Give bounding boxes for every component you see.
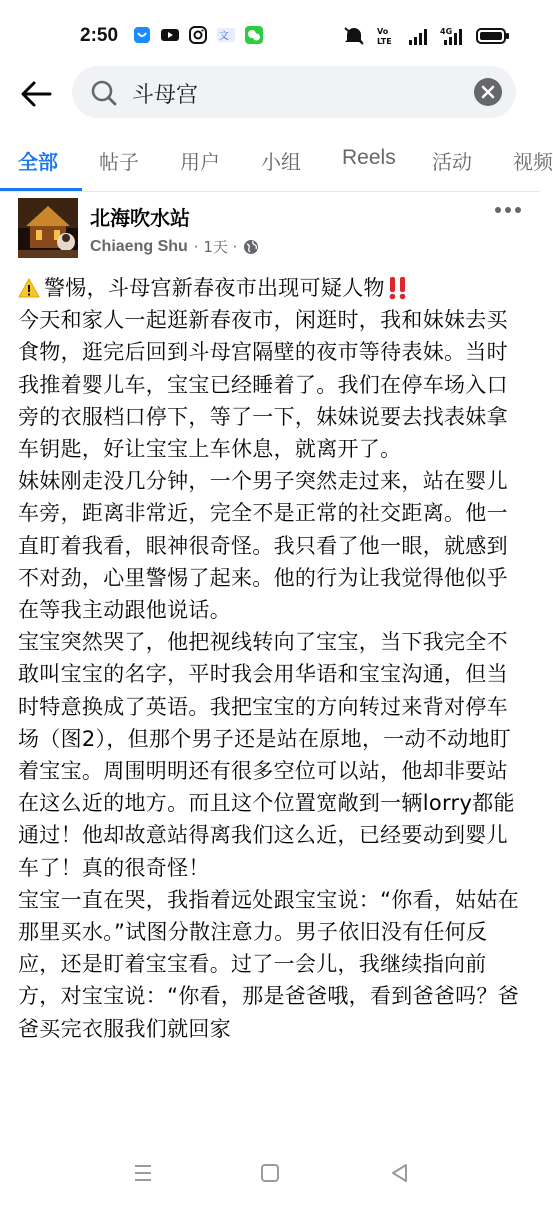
search-header bbox=[0, 66, 540, 122]
post-paragraph: 今天和家人一起逛新春夜市，闲逛时，我和妹妹去买食物，逛完后回到斗母宫隔壁的夜市等待表妹。当时我推着婴儿车，宝宝已经睡着了。我们在停车场入口旁的衣服档口停下，等了一下，妹妹说要去找表妹拿车钥匙，好让宝宝上车休息，就离开了。 bbox=[18, 308, 508, 462]
search-icon bbox=[90, 79, 118, 107]
tab-reels[interactable]: Reels bbox=[342, 146, 396, 169]
tab-posts[interactable]: 帖子 bbox=[99, 150, 139, 174]
search-input[interactable] bbox=[72, 66, 516, 118]
4g-signal-icon bbox=[440, 26, 466, 46]
globe-icon bbox=[243, 239, 259, 255]
author-name[interactable]: Chiaeng Shu bbox=[90, 237, 188, 255]
svg-text:LTE: LTE bbox=[377, 37, 392, 46]
group-name[interactable]: 北海吹水站 bbox=[90, 206, 190, 230]
svg-text:文: 文 bbox=[219, 31, 229, 42]
post-time[interactable]: · 1天 · bbox=[193, 238, 238, 256]
status-time: 2:50 bbox=[80, 25, 119, 46]
post-paragraph: 妹妹刚走没几分钟，一个男子突然走过来，站在婴儿车旁，距离非常近，完全不是正常的社交距离。他一直盯着我看，眼神很奇怪。我只看了他一眼，就感到不对劲，心里警惕了起来。他的行为让我觉得他似乎在等我主动跟他说话。 bbox=[18, 469, 508, 623]
post-paragraph: 宝宝一直在哭，我指着远处跟宝宝说：“你看，姑姑在那里买水。”试图分散注意力。男子依旧没有任何反应，还是盯着宝宝看。过了一会儿，我继续指向前方，对宝宝说：“你看，那是爸爸哦，看到爸爸吗？爸爸买完衣服我们就回家 bbox=[18, 887, 520, 1041]
status-bar bbox=[0, 0, 540, 72]
post-title: 警惕，斗母宫新春夜市出现可疑人物 bbox=[44, 276, 385, 300]
tab-events[interactable]: 活动 bbox=[432, 150, 472, 174]
notification-icons bbox=[132, 25, 264, 45]
post-header bbox=[0, 196, 540, 264]
youtube-icon bbox=[160, 25, 180, 45]
search-query[interactable]: 斗母宫 bbox=[132, 83, 199, 108]
more-options-icon[interactable] bbox=[492, 200, 524, 220]
svg-text:4G: 4G bbox=[440, 27, 453, 36]
search-filter-tabs bbox=[0, 134, 553, 192]
battery-icon bbox=[476, 26, 510, 46]
signal-icon bbox=[408, 26, 430, 46]
clear-search-button[interactable] bbox=[474, 78, 502, 106]
menu-icon[interactable] bbox=[131, 1162, 155, 1184]
tab-all[interactable]: 全部 bbox=[18, 150, 58, 174]
post-meta bbox=[90, 236, 259, 257]
group-avatar[interactable] bbox=[18, 198, 78, 258]
back-triangle-icon[interactable] bbox=[388, 1162, 412, 1184]
post-paragraph: 宝宝突然哭了，他把视线转向了宝宝，当下我完全不敢叫宝宝的名字，平时我会用华语和宝宝沟通，但当时特意换成了英语。我把宝宝的方向转过来背对停车场（图2），但那个男子还是站在原地，一动不动地盯着宝宝。周围明明还有很多空位可以站，他却非要站在这么近的地方。而且这个位置宽敞到一辆lorry都能通过！他却故意站得离我们这么近，已经要动到婴儿车了！真的很奇怪！ bbox=[18, 630, 515, 880]
translate-icon bbox=[216, 25, 236, 45]
double-exclamation-icon bbox=[387, 275, 409, 301]
instagram-icon bbox=[188, 25, 208, 45]
bluesky-icon bbox=[132, 25, 152, 45]
home-icon[interactable] bbox=[258, 1162, 282, 1184]
tab-videos[interactable]: 视频 bbox=[513, 150, 553, 174]
system-icons bbox=[342, 26, 510, 46]
tab-users[interactable]: 用户 bbox=[180, 150, 220, 174]
mute-icon bbox=[342, 26, 366, 46]
active-tab-indicator bbox=[0, 188, 82, 191]
group-avatar-image bbox=[18, 198, 78, 258]
post-title-line bbox=[18, 272, 524, 304]
wechat-icon bbox=[244, 25, 264, 45]
back-arrow-icon[interactable] bbox=[16, 74, 56, 114]
volte-icon bbox=[376, 26, 398, 46]
tab-groups[interactable]: 小组 bbox=[261, 150, 301, 174]
warning-icon bbox=[18, 277, 40, 299]
close-icon bbox=[474, 78, 502, 106]
system-nav-bar bbox=[0, 1140, 540, 1206]
post-body[interactable] bbox=[18, 272, 524, 1138]
svg-text:Vo: Vo bbox=[377, 27, 389, 36]
